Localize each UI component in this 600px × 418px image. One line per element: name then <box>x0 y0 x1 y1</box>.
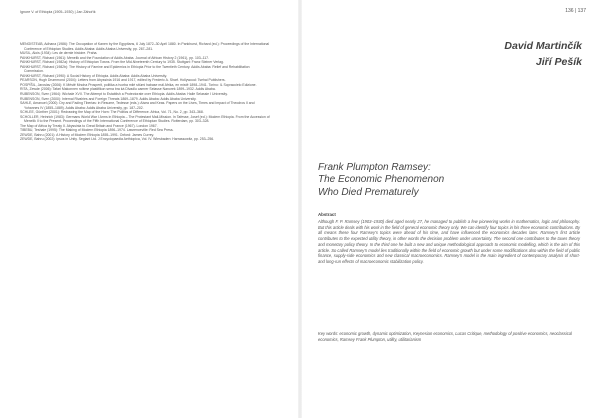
reference-item: TIBEBU, Teshale (1995): The Making of Modern Ethiopia 1896–1974. Lawrenceville: Red Sea Press. <box>20 128 174 133</box>
abstract-text: Although F. P. Ramsey (1903–1930) died aged nearly 27, he managed to publish a few pioneering works in mathematics, logic and philosophy. But this article deals with his work in the field of general economic theory only. We can identify four topics in his three economic contributions. By all means these four Ramsey’s topics were ahead of his time, and have influenced the economics decades later. Ramsey’s first article contributes to the expected utility theory, in other words the decision problem under uncertainty. The second one contributes to the taxes theory and monetary policy theory. In the third one he built a new and unique methodological approach to economic modelling, which is the aim of this article. So called Ramsey’s model lies traditionally within the field of economic growth but under some modifications also within the field of public finance, supply-side economics and new classical macroeconomics. Ramsey’s model is the main ingredient of contemporary analysis of short-and long-run effects of macroeconomic stabilization policy. <box>318 219 580 264</box>
page-numbers: 136 | 137 <box>565 8 586 14</box>
reference-item: PEARSON, Hugh Drummond (2004): Letters from Abyssinia 1916 and 1917, edited by Frederic A. Sharf. Hollywood: Tsehai Publishers. <box>20 78 226 83</box>
title-line: Frank Plumpton Ramsey: <box>318 162 431 173</box>
reference-item: ZEWDE, Bahru (2002): Ipsos in Unity. Seglant Ltd. J Encyclopaedia Aethiopica, Vol. IV. Wiesbaden: Harrassowitz, pp. 253–256. <box>20 137 215 142</box>
running-head: Ignore V. of Ethiopia (1905–1930) | Jan Záhořík <box>20 10 96 14</box>
reference-item: SCHLEE, Günther (2001): Redrawing the Map of the Horn: The Politics of Difference. Africa, Vol. 71, No. 2, pp. 343–368. <box>20 110 204 115</box>
abstract-heading: Abstract <box>318 212 336 217</box>
reference-item: PANKHURST, Richard (1990): A Social History of Ethiopia. Addis Ababa: Addis Ababa University. <box>20 73 167 78</box>
reference-item: MUSIL, Alois (1934): Les de dernie histoire. Praha. <box>20 51 98 56</box>
reference-item: ZEWDE, Bahru (2001): A History of Modern Ethiopia 1855–1991. Oxford: James Currey. <box>20 132 155 137</box>
author-name: Jiří Pešík <box>535 56 582 68</box>
reference-item: PANKHURST, Richard (1982b): The History of Famine and Epidemics in Ethiopia Prior to the Twentieth Century. Addis Ababa: Relief and Rehabilitation Commission. <box>20 64 250 74</box>
reference-item: RUBENSON, Sven (1964): Wichale XVII. The Attempt to Establish a Protectorate over Ethiopia. Addis Ababa: Haile Selassie I University. <box>20 92 228 97</box>
article-title <box>318 162 508 199</box>
reference-item: PANKHURST, Richard (1961): Menelik and the Foundation of Addis Ababa. Journal of African History 2 (1961), pp. 103–117. <box>20 55 210 60</box>
reference-item: MENGISTEAB, Adhana (1986): The Occupation of Kanen by the Egyptians, 6 July 1872–30 April 1880. In Pankhurst, Richard (ed.): Proceedings of the International Conference of Ethiopian Studies. Addis Ababa: Addis Ababa University, pp. 267–281. <box>20 42 270 51</box>
keywords-text: Key words: economic growth, dynamic optimization, Keynesian economics, Lucas Critique, methodology of positive economics, neoclassical economics, Ramsey Frank Plumpton, utility, utilitarianism <box>318 331 572 342</box>
author-name: David Martinčík <box>504 40 582 52</box>
reference-item: SCHOLLER, Heinrich (1983): Germans World War I Arms in Ethiopia – The Protestant Mail-Mission. In Tafesse, Josef (ed.): Modern Ethiopia. From the Accession of Menelik II to the Present. Proceedings of the Fifth International Conference of Ethiopian Studies. Rotterdam, pp. 303–328. <box>20 114 270 124</box>
reference-item: RUBENSON, Sven (2000): Internal Rivalries and Foreign Threats 1869–1879. Addis Ababa: Addis Ababa University. <box>20 96 197 101</box>
reference-item: SAHLE, Amanuel (2000): Dry and Fading Tiberias: in Resume, Tedesse (eds.): Aisea and Keas. Papers on the Lives, Times and Impact of Theodros II and Yohannes IV (1855–1889). Addis Ababa: Addis Ababa University, pp. 187–202. <box>20 101 255 110</box>
reference-item: RITA, Zewde (2006): Tafari Makonnen rolitme plastifikon sena bra ká Dlvadlu camrer Selasse Nanorek 1899–1932. Addis Ababa. <box>20 87 216 92</box>
title-line: Who Died Prematurely <box>318 186 419 198</box>
references-list <box>20 42 270 142</box>
right-page <box>300 0 600 418</box>
reference-item: POSPÍŠIL, Jaroslav (2006): K Městě Mnoha Prosperit, politika a tvorba milé sitúmi habase mál Afrika, en místě 1898–1941. Torino: IL Sopraccielo Edizione. <box>20 82 257 87</box>
reference-item: The Map of Africa by Treaty II. Abyssinia to Great Britain and France (1967). London 1967. <box>20 123 158 128</box>
title-line: The Economic Phenomenon <box>318 174 445 186</box>
reference-item: PANKHURST, Richard (1982a): History of Ethiopian Towns. From the Mid-Nineteenth Century to 1935. Stuttgart: Franz Steiner Verlag. <box>20 60 224 65</box>
